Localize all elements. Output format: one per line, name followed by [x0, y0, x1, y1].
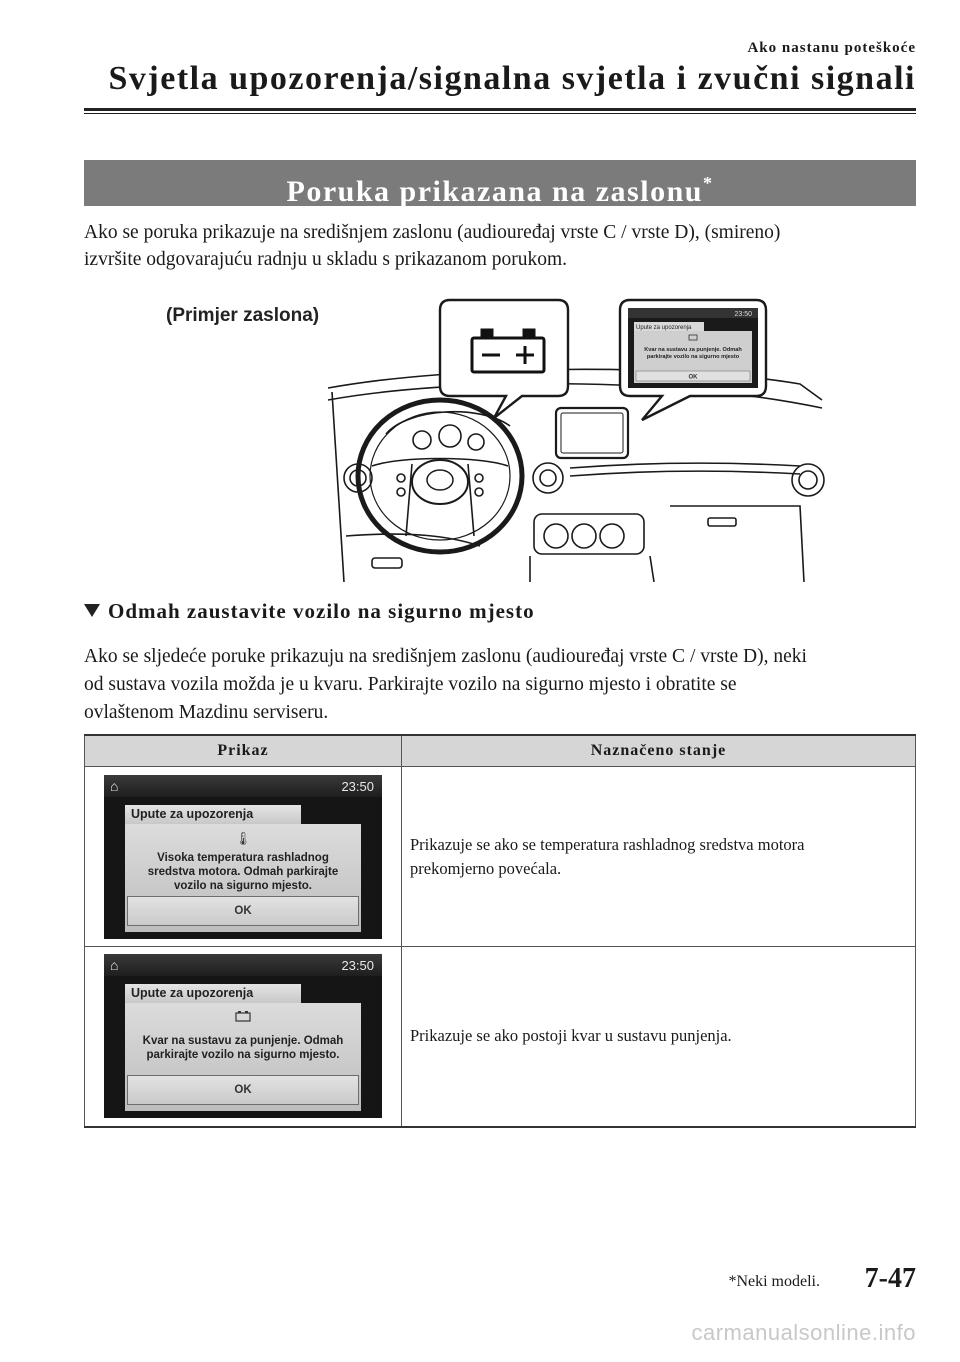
- header-rule-thin: [84, 113, 916, 114]
- ok-button[interactable]: OK: [127, 1075, 359, 1105]
- center-air-vent: [533, 463, 563, 493]
- page-number: 7-47: [864, 1263, 916, 1294]
- table-row: [85, 767, 916, 947]
- triangle-bullet-icon: [84, 604, 100, 617]
- mini-screen-msg-1: Kvar na sustavu za punjenje. Odmah: [644, 347, 742, 353]
- screen-message: Visoka temperatura rashladnog sredstva motora. Odmah parkirajte vozilo na sigurno mjesto.: [147, 851, 339, 892]
- figure-label: (Primjer zaslona): [166, 305, 320, 326]
- table-header-display: Prikaz: [85, 735, 402, 767]
- battery-icon: [125, 1010, 361, 1026]
- mini-screen-tab: Upute za upozorenja: [636, 325, 692, 331]
- section-banner: [84, 160, 916, 206]
- subsection-title: Odmah zaustavite vozilo na sigurno mjesto: [108, 599, 535, 623]
- home-icon[interactable]: ⌂: [110, 957, 119, 974]
- table-cell-condition: Prikazuje se ako se temperatura rashladnog sredstva motora prekomjerno povećala.: [402, 767, 916, 947]
- page-header-title: Svjetla upozorenja/signalna svjetla i zvučni signali: [108, 60, 916, 97]
- table-cell-display: [85, 767, 402, 947]
- dashboard-illustration: [150, 296, 826, 582]
- chapter-label: Ako nastanu poteškoće: [747, 40, 916, 56]
- table-header-condition: Naznačeno stanje: [402, 735, 916, 767]
- center-display-illustration: [556, 408, 628, 458]
- sub-line-3: ovlaštenom Mazdinu serviseru.: [84, 702, 329, 723]
- sub-line-1: Ako se sljedeće poruke prikazuju na središnjem zaslonu (audiouređaj vrste C / vrste D), neki: [84, 646, 807, 667]
- screen-message-panel: [125, 1003, 361, 1111]
- screen-message-panel: [125, 824, 361, 932]
- intro-line-1: Ako se poruka prikazuje na središnjem zaslonu (audiouređaj vrste C / vrste D), (smireno): [84, 222, 781, 243]
- steering-wheel: [358, 400, 522, 552]
- mini-screen-msg-2: parkirajte vozilo na sigurno mjesto: [646, 354, 740, 360]
- coolant-temperature-icon: 🌡︎: [234, 830, 252, 846]
- subsection-heading: [84, 599, 535, 624]
- section-title: Poruka prikazana na zaslonu: [286, 175, 703, 208]
- table-row: [85, 947, 916, 1127]
- table-cell-display: [85, 947, 402, 1127]
- sub-line-2: od sustava vozila možda je u kvaru. Parkirajte vozilo na sigurno mjesto i obratite se: [84, 674, 737, 695]
- header-rule: [84, 108, 916, 111]
- table-cell-condition: Prikazuje se ako postoji kvar u sustavu punjenja.: [402, 947, 916, 1127]
- screen-tab-title: Upute za upozorenja: [125, 805, 301, 824]
- screen-time: 23:50: [341, 778, 374, 794]
- screen-message: Kvar na sustavu za punjenje. Odmah parkirajte vozilo na sigurno mjesto.: [142, 1035, 344, 1062]
- warning-messages-table: [84, 734, 916, 1128]
- warning-screen: [104, 954, 382, 1118]
- screen-status-bar: [104, 775, 382, 797]
- warning-screen: [104, 775, 382, 939]
- watermark: carmanualsonline.info: [691, 1320, 916, 1345]
- table-header-row: [85, 735, 916, 767]
- intro-line-2: izvršite odgovarajuću radnju u skladu s prikazanom porukom.: [84, 249, 568, 270]
- right-air-vent: [792, 464, 824, 496]
- ok-button[interactable]: OK: [127, 896, 359, 926]
- footnote: *Neki modeli.: [728, 1273, 820, 1290]
- home-icon[interactable]: ⌂: [110, 777, 119, 794]
- screen-status-bar: [104, 954, 382, 976]
- mini-screen-ok: OK: [688, 374, 698, 381]
- screen-time: 23:50: [341, 958, 374, 974]
- glovebox: [670, 506, 804, 582]
- footnote-mark: *: [702, 173, 714, 193]
- mini-screen-time: 23:50: [734, 311, 752, 318]
- screen-tab-title: Upute za upozorenja: [125, 984, 301, 1003]
- steering-hub: [412, 460, 468, 504]
